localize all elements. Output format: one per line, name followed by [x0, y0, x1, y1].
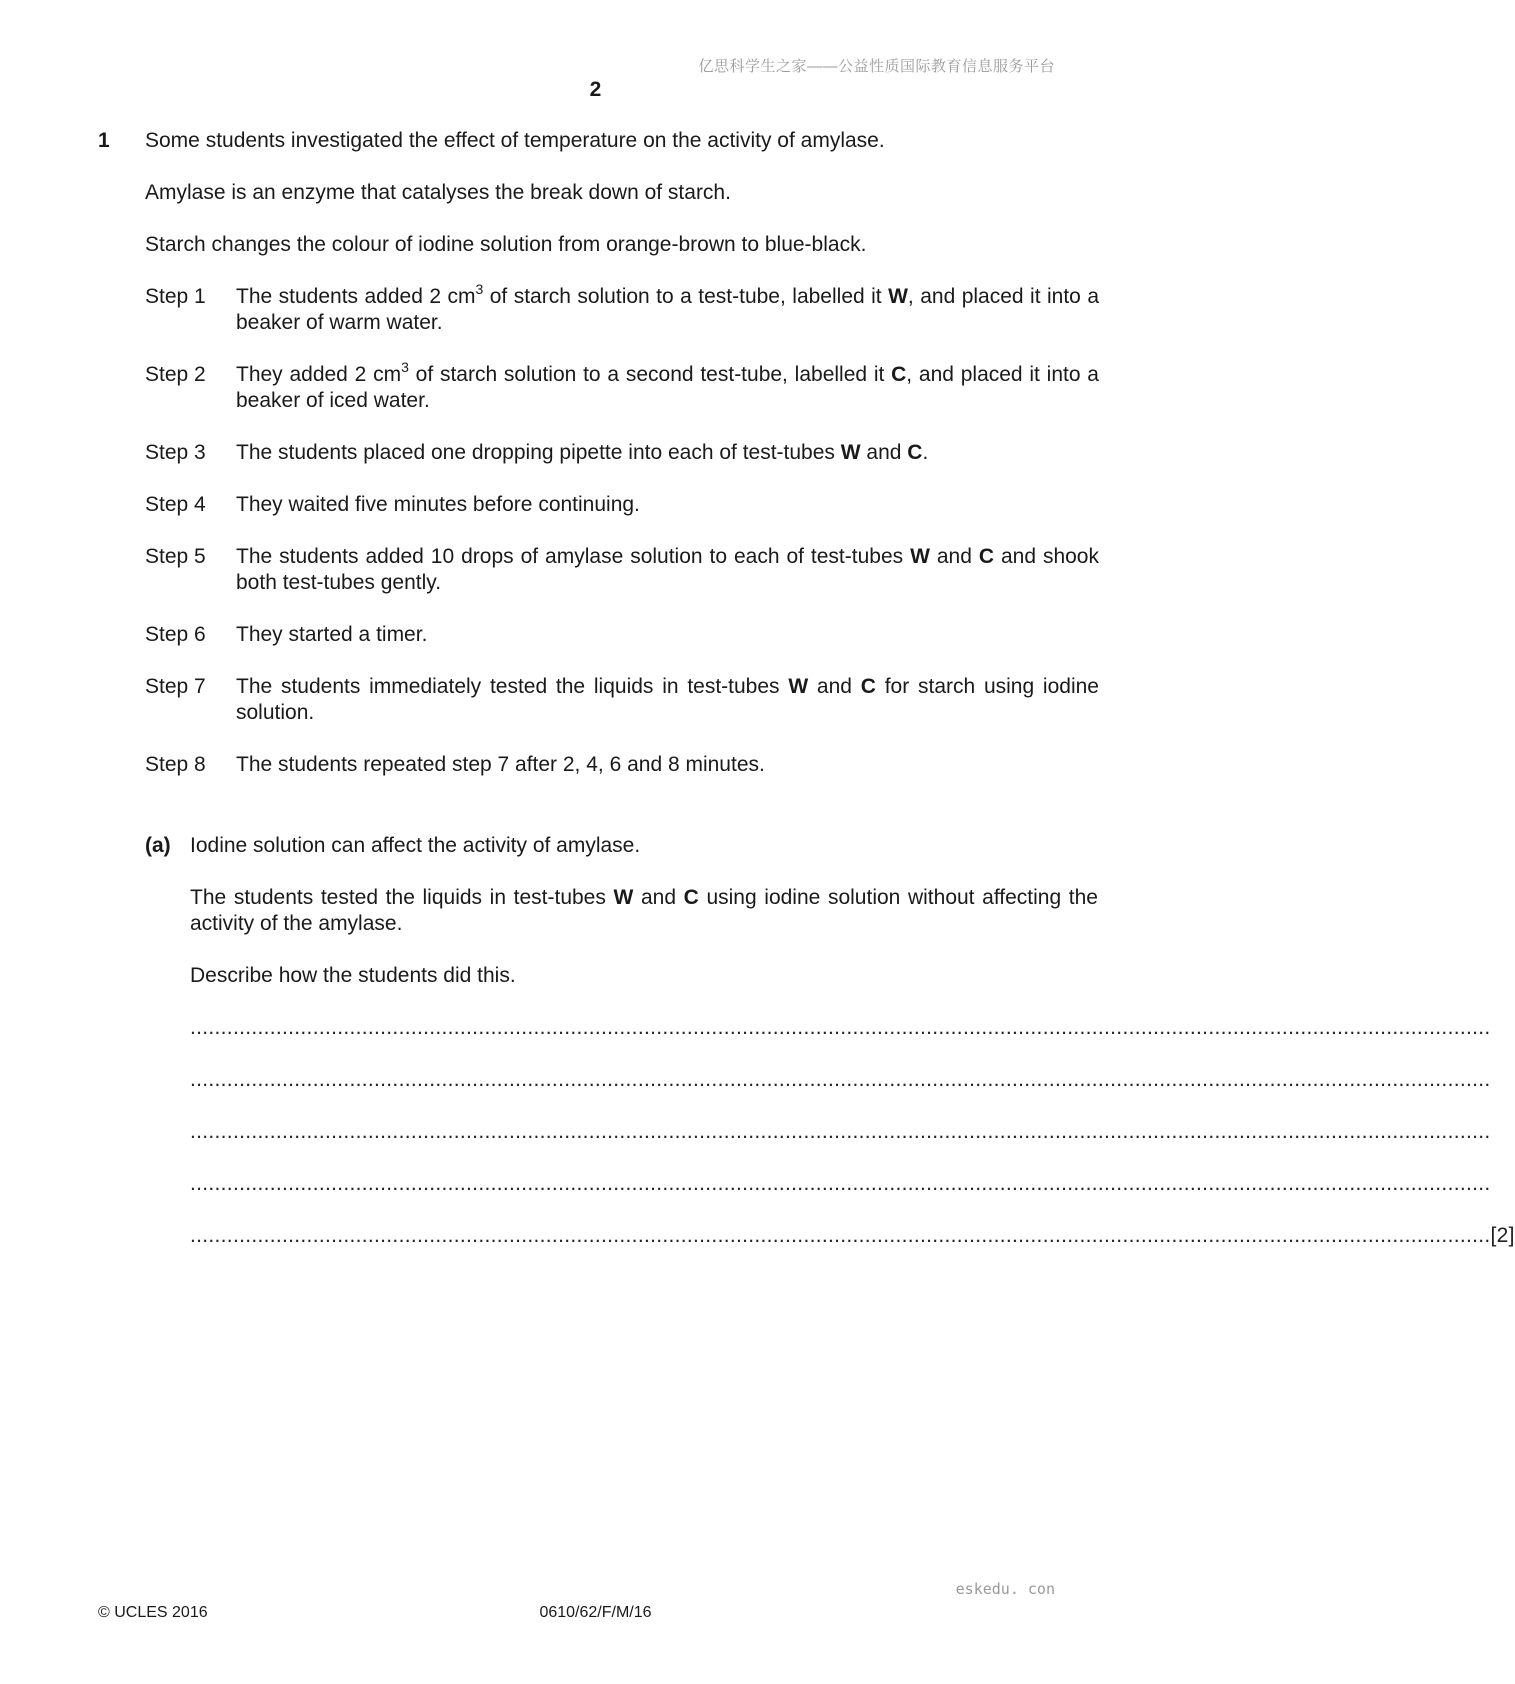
- step-text: The students placed one dropping pipette into each of test-tubes W and C.: [236, 441, 929, 464]
- step-2: [145, 359, 1100, 414]
- step-text: They waited five minutes before continuing.: [236, 493, 640, 516]
- part-a-instruction: Describe how the students did this.: [190, 964, 516, 987]
- question-number: 1: [98, 129, 110, 152]
- step-label: Step 4: [145, 493, 206, 516]
- step-text: The students added 10 drops of amylase solution to each of test-tubes W and C and shook both test-tubes gently.: [236, 545, 1099, 594]
- step-text: The students immediately tested the liquids in test-tubes W and C for starch using iodine solution.: [236, 675, 1099, 724]
- step-1: [145, 281, 1100, 336]
- step-label: Step 3: [145, 441, 206, 464]
- answer-line[interactable]: ....................................................................................................................................................................................................................: [190, 1120, 1491, 1143]
- step-label: Step 8: [145, 753, 206, 776]
- step-7: [145, 674, 1100, 726]
- step-label: Step 7: [145, 675, 206, 698]
- answer-line-final[interactable]: [190, 1223, 1515, 1249]
- starch-statement: Starch changes the colour of iodine solution from orange-brown to blue-black.: [145, 233, 867, 256]
- step-text: They added 2 $cm^3$ of starch solution to a second test-tube, labelled it C, and placed it into a beaker of iced water.: [236, 359, 1099, 412]
- watermark-text: 亿思科学生之家——公益性质国际教育信息服务平台: [698, 58, 1055, 75]
- step-label: Step 2: [145, 363, 206, 386]
- marks-label: [2]: [1490, 1224, 1515, 1247]
- step-6: [145, 622, 1100, 648]
- watermark-bottom: eskedu. con: [955, 1580, 1055, 1598]
- part-a-context: The students tested the liquids in test-tubes W and C using iodine solution without affecting the activity of the amylase.: [190, 886, 1098, 935]
- step-text: The students added 2 $cm^3$ of starch solution to a test-tube, labelled it W, and placed it into a beaker of warm water.: [236, 281, 1099, 334]
- step-label: Step 6: [145, 623, 206, 646]
- page-number: 2: [589, 78, 602, 101]
- part-a-statement: Iodine solution can affect the activity of amylase.: [190, 834, 641, 857]
- step-4: [145, 492, 1100, 518]
- step-8: [145, 752, 1100, 778]
- step-text: The students repeated step 7 after 2, 4, 6 and 8 minutes.: [236, 753, 765, 776]
- paper-code: 0610/62/F/M/16: [539, 1604, 652, 1621]
- part-a-label: (a): [145, 834, 171, 857]
- answer-dots: ....................................................................................................................................................................................................................: [190, 1224, 1491, 1247]
- step-label: Step 1: [145, 285, 206, 308]
- answer-line[interactable]: ....................................................................................................................................................................................................................: [190, 1068, 1491, 1091]
- question-intro: Some students investigated the effect of temperature on the activity of amylase.: [145, 129, 885, 152]
- step-text: They started a timer.: [236, 623, 428, 646]
- answer-line[interactable]: ....................................................................................................................................................................................................................: [190, 1016, 1491, 1039]
- step-5: [145, 544, 1100, 596]
- step-3: [145, 440, 1100, 466]
- step-label: Step 5: [145, 545, 206, 568]
- copyright: © UCLES 2016: [98, 1604, 208, 1621]
- answer-line[interactable]: ....................................................................................................................................................................................................................: [190, 1172, 1491, 1195]
- amylase-statement: Amylase is an enzyme that catalyses the break down of starch.: [145, 181, 731, 204]
